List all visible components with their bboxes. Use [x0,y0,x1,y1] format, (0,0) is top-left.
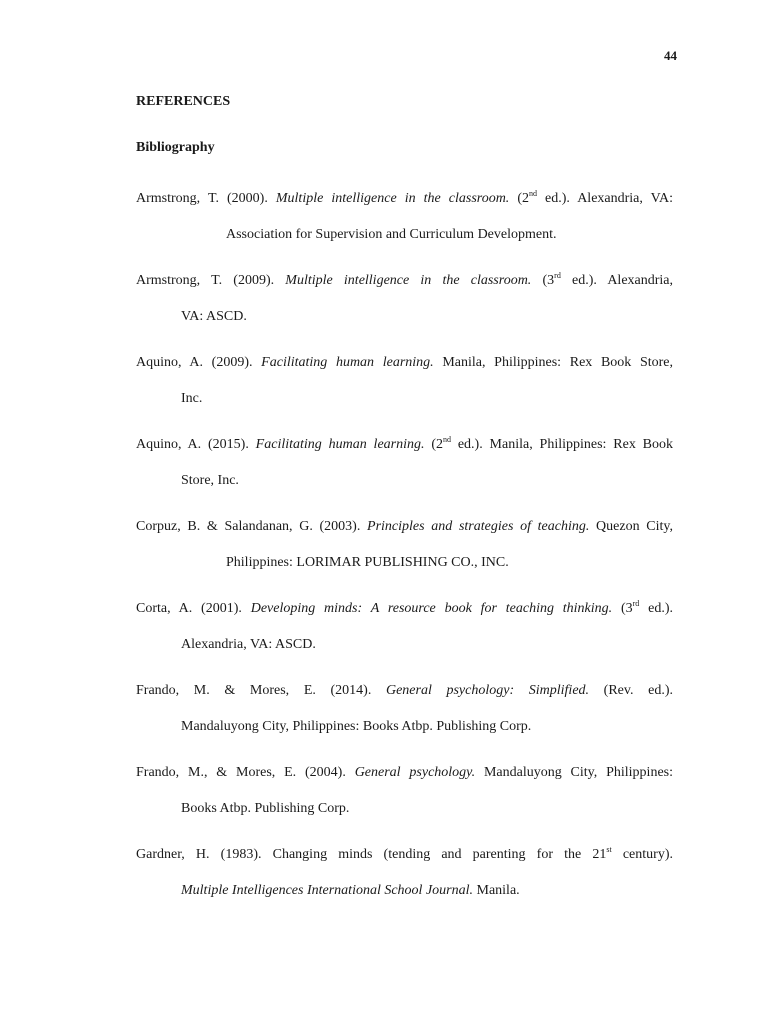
ref-text: Manila. [473,883,520,898]
ref-text: Corta, A. (2001). [136,601,251,616]
ref-text: Armstrong, T. (2000). [136,191,276,206]
reference-entry [136,591,673,673]
ref-title: Principles and strategies of teaching. [367,519,590,534]
ref-text: (Rev. ed.). [589,683,673,698]
ref-title: Multiple Intelligences International School Journal. [181,883,473,898]
reference-entry [136,181,673,263]
reference-list [136,181,673,919]
ref-text: Inc. [181,391,203,406]
ref-title: Facilitating human learning. [261,355,434,370]
ref-text: Alexandria, VA: ASCD. [181,637,316,652]
ref-text: (2 [509,191,530,206]
ref-text: Philippines: LORIMAR PUBLISHING CO., INC. [226,555,509,570]
references-heading: REFERENCES [136,94,231,109]
ref-title: General psychology: Simplified. [385,683,590,698]
reference-entry [136,837,673,919]
ref-text: Aquino, A. (2015). [136,437,256,452]
reference-entry [136,345,673,427]
ref-text: Gardner, H. (1983). Changing minds (tending and parenting for the 21 [136,847,607,862]
reference-entry [136,263,673,345]
ref-text: Books Atbp. Publishing Corp. [181,801,350,816]
ref-text: (3 [612,601,633,616]
ref-text: Manila, Philippines: Rex Book Store, [433,355,674,370]
reference-entry [136,509,673,591]
ref-text: ed.). Alexandria, [560,273,674,288]
ref-text: Association for Supervision and Curriculum Development. [226,227,557,242]
ref-title: Multiple intelligence in the classroom. [275,191,510,206]
ref-text: (2 [424,437,443,452]
ref-superscript: nd [443,435,451,444]
ref-title: Facilitating human learning. [255,437,425,452]
ref-title: Developing minds: A resource book for teaching thinking. [250,601,613,616]
ref-superscript: nd [529,189,538,198]
ref-text: Frando, M. & Mores, E. (2014). [136,683,386,698]
ref-text: ed.). [639,601,673,616]
reference-entry [136,427,673,509]
ref-text: Aquino, A. (2009). [136,355,262,370]
ref-text: Corpuz, B. & Salandanan, G. (2003). [136,519,368,534]
reference-entry [136,755,673,837]
ref-text: VA: ASCD. [181,309,247,324]
ref-text: ed.). Manila, Philippines: Rex Book [451,437,673,452]
ref-superscript: rd [554,271,561,280]
ref-title: General psychology. [354,765,476,780]
ref-superscript: st [606,845,612,854]
ref-text: Mandaluyong City, Philippines: Books Atbp. Publishing Corp. [181,719,532,734]
ref-text: Mandaluyong City, Philippines: [475,765,673,780]
ref-text: Frando, M., & Mores, E. (2004). [136,765,355,780]
ref-text: Armstrong, T. (2009). [136,273,286,288]
bibliography-heading: Bibliography [136,140,215,155]
ref-text: (3 [531,273,555,288]
ref-superscript: rd [632,599,640,608]
ref-text: century). [611,847,673,862]
ref-text: ed.). Alexandria, VA: [537,191,673,206]
ref-text: Store, Inc. [181,473,239,488]
page-number: 44 [664,48,677,63]
ref-title: Multiple intelligence in the classroom. [285,273,532,288]
reference-entry [136,673,673,755]
ref-text: Quezon City, [589,519,673,534]
